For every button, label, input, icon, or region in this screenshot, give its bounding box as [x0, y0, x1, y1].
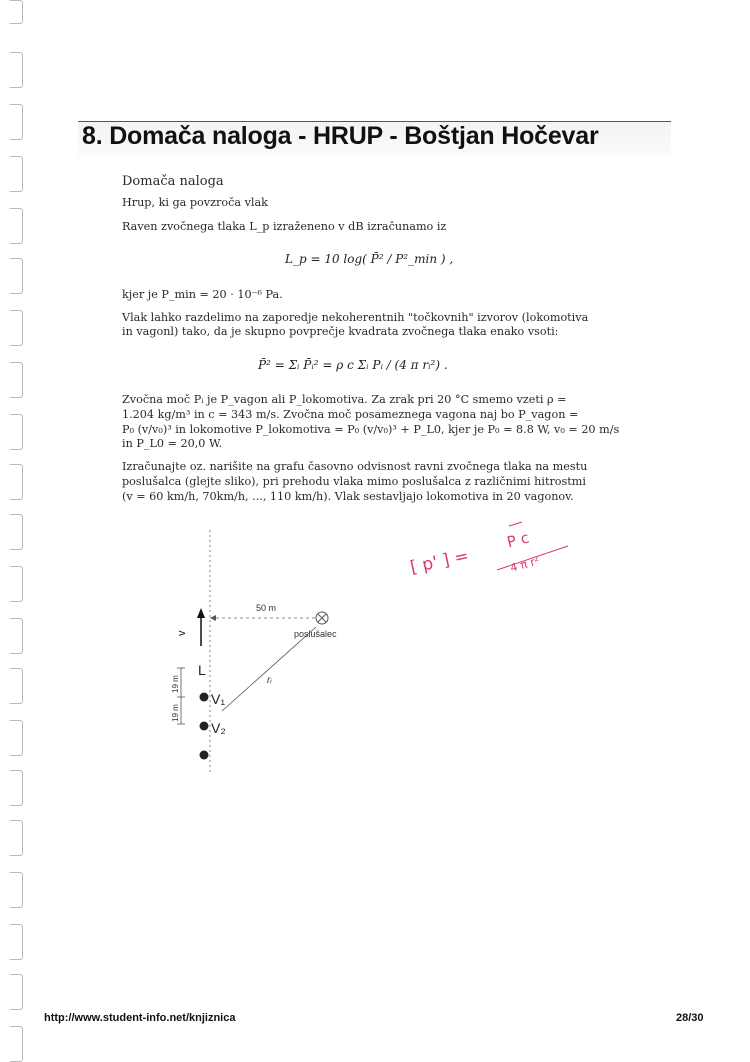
- paragraph-5-line-3: (v = 60 km/h, 70km/h, ..., 110 km/h). Vlak sestavljajo lokomotiva in 20 vagonov.: [122, 490, 574, 503]
- equation-2: P̄² = Σᵢ P̄ᵢ² = ρ c Σᵢ Pᵢ / (4 π rᵢ²) .: [258, 358, 448, 372]
- listener-label: poslušalec: [294, 629, 337, 639]
- gap-1-label: 19 m: [171, 675, 180, 693]
- subheading: Hrup, ki ga povzroča vlak: [122, 196, 268, 209]
- footer-url: http://www.student-info.net/knjiznica: [44, 1012, 236, 1024]
- page-title: 8. Domača naloga - HRUP - Boštjan Hočevar: [82, 122, 599, 150]
- listener-icon: [316, 612, 328, 624]
- handwritten-note-bottom: 4 π r²: [508, 554, 541, 575]
- paragraph-5-line-2: poslušalca (glejte sliko), pri prehodu vlaka mimo poslušalca z različnimi hitrostmi: [122, 475, 586, 488]
- paragraph-4-line-1: Zvočna moč Pᵢ je P_vagon ali P_lokomotiva. Za zrak pri 20 °C smemo vzeti ρ =: [122, 393, 567, 406]
- paragraph-4-line-4: in P_L0 = 20,0 W.: [122, 437, 223, 450]
- paragraph-5-line-1: Izračunajte oz. narišite na grafu časovno odvisnost ravni zvočnega tlaka na mestu: [122, 460, 588, 473]
- gap-2-label: 19 m: [171, 704, 180, 722]
- handwritten-note-top: P c: [505, 528, 531, 552]
- wagon-2-dot: [200, 722, 209, 731]
- distance-label: 50 m: [256, 603, 277, 613]
- velocity-arrowhead: [197, 608, 205, 618]
- section-heading: Domača naloga: [122, 174, 224, 189]
- paragraph-2: kjer je P_min = 20 · 10⁻⁶ Pa.: [122, 288, 283, 301]
- page-number: 28/30: [676, 1012, 704, 1024]
- wagon-2-label: V₂: [211, 720, 226, 736]
- handwritten-note-left: [ p' ] =: [408, 546, 471, 578]
- wagon-3-dot: [200, 751, 209, 760]
- locomotive-label: L: [198, 662, 206, 678]
- distance-arrowhead: [210, 615, 216, 621]
- paragraph-4-line-2: 1.204 kg/m³ in c = 343 m/s. Zvočna moč posameznega vagona naj bo P_vagon =: [122, 408, 579, 421]
- paragraph-3-line-1: Vlak lahko razdelimo na zaporedje nekoherentnih "točkovnih" izvorov (lokomotiva: [122, 311, 589, 324]
- r-line: [222, 627, 316, 711]
- r-label: rᵢ: [267, 675, 272, 686]
- velocity-label: v: [176, 630, 188, 636]
- equation-1: L_p = 10 log( P̄² / P²_min ) ,: [285, 252, 454, 266]
- paragraph-1: Raven zvočnega tlaka L_p izraženeno v dB izračunamo iz: [122, 220, 447, 233]
- paragraph-4-line-3: P₀ (v/v₀)³ in lokomotive P_lokomotiva = P₀ (v/v₀)³ + P_L0, kjer je P₀ = 8.8 W, v₀ = 20 m/s: [122, 423, 620, 436]
- wagon-1-label: V₁: [211, 691, 226, 707]
- wagon-1-dot: [200, 693, 209, 702]
- paragraph-3-line-2: in vagonl) tako, da je skupno povprečje kvadrata zvočnega tlaka enako vsoti:: [122, 325, 559, 338]
